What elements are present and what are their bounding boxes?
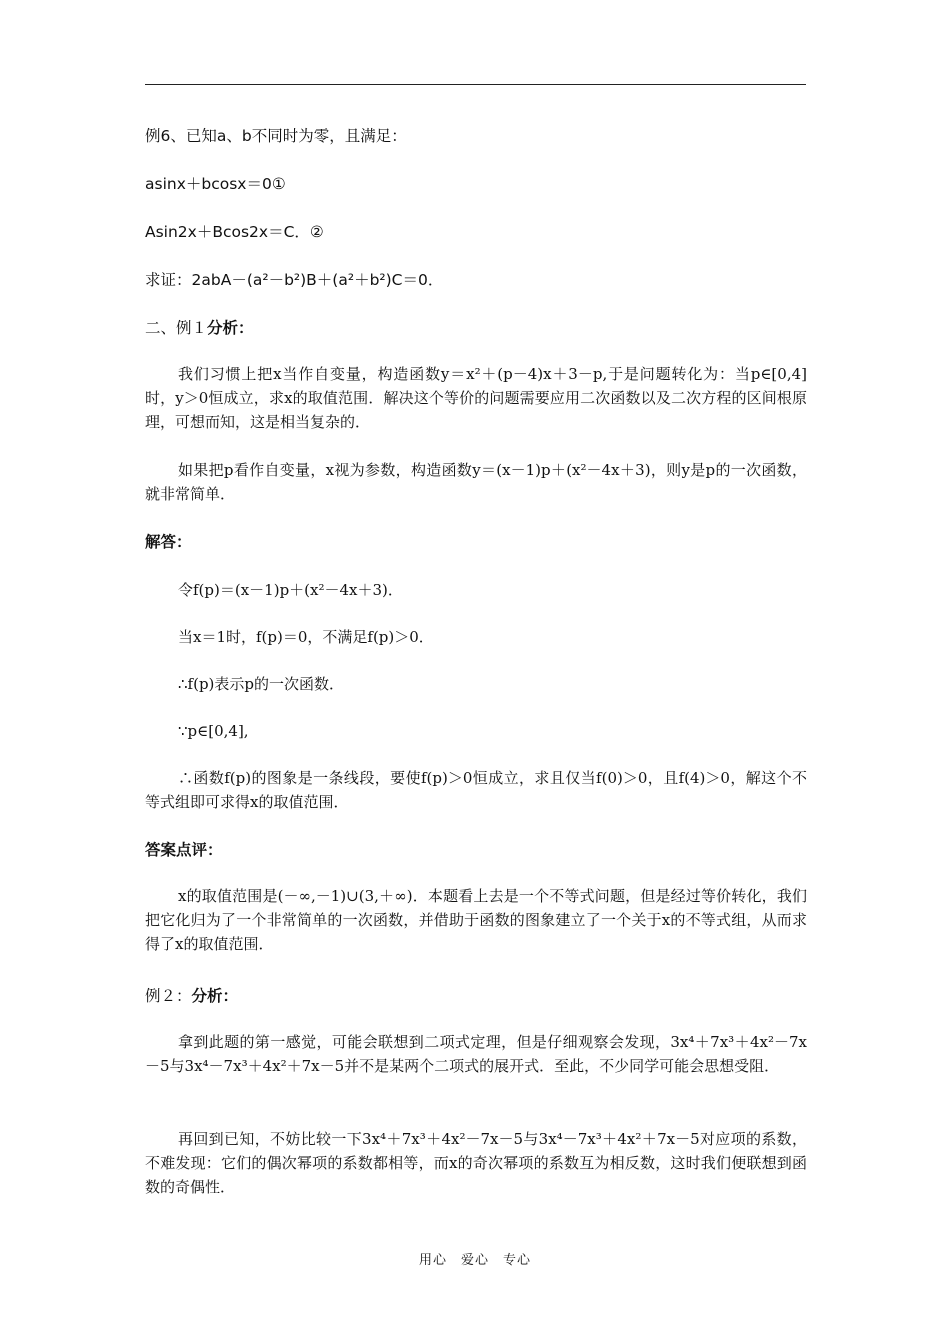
section2-paragraph-2: 如果把p看作自变量，x视为参数，构造函数y＝(x－1)p＋(x²－4x＋3)，则y是p的一次函数，就非常简单． [145,461,807,503]
equation-1: asinx＋bcosx＝0① [145,175,286,193]
page-footer: 用心 爱心 专心 [418,1253,531,1268]
header-rule [145,84,806,85]
example2-heading-bold: 分析： [191,986,239,1005]
section2-heading-plain: 二、例１ [145,319,208,337]
example6-intro: 例6、已知a、b不同时为零，且满足： [145,127,407,145]
solution-heading: 解答： [145,533,192,551]
section2-heading-bold: 分析： [207,318,254,337]
comment-paragraph: x的取值范围是(－∞,－1)∪(3,＋∞)．本题看上去是一个不等式问题，但是经过等价转化，我们把它化归为了一个非常简单的一次函数，并借助于函数的图象建立了一个关于x的不等式组，从而求得了x的取值范围． [145,887,807,953]
example2-paragraph-1: 拿到此题的第一感觉，可能会联想到二项式定理，但是仔细观察会发现，3x⁴＋7x³＋4x²－7x－5与3x⁴－7x³＋4x²＋7x－5并不是某两个二项式的展开式．至此，不少同学可能会思想受阻． [145,1033,807,1075]
prove-prefix: 求证： [145,271,192,289]
solution-step-2: 当x＝1时，f(p)＝0，不满足f(p)＞0． [178,628,434,646]
comment-heading: 答案点评： [145,841,223,859]
solution-step-4: ∵p∈[0,4], [178,722,249,740]
section2-paragraph-1: 我们习惯上把x当作自变量，构造函数y＝x²＋(p－4)x＋3－p,于是问题转化为：当p∈[0,4]时，y＞0恒成立，求x的取值范围．解决这个等价的问题需要应用二次函数以及二次方程的区间根原理，可想而知，这是相当复杂的． [145,365,807,431]
example2-heading-plain: 例２： [145,987,192,1005]
prove-body: 2abA－(a²－b²)B＋(a²＋b²)C＝0． [191,271,444,289]
example2-heading [145,986,238,1006]
solution-step-1: 令f(p)＝(x－1)p＋(x²－4x＋3)． [178,581,403,599]
example2-paragraph-2: 再回到已知，不妨比较一下3x⁴＋7x³＋4x²－7x－5与3x⁴－7x³＋4x²＋7x－5对应项的系数，不难发现：它们的偶次幂项的系数都相等，而x的奇次幂项的系数互为相反数，这时我们便联想到函数的奇偶性． [145,1130,807,1196]
equation-2: Asin2x＋Bcos2x＝C．② [145,223,324,241]
solution-step-5: ∴函数f(p)的图象是一条线段，要使f(p)＞0恒成立，求且仅当f(0)＞0，且f(4)＞0，解这个不等式组即可求得x的取值范围． [145,769,807,811]
solution-step-3: ∴f(p)表示p的一次函数． [178,675,345,693]
section2-heading [145,318,254,338]
prove-statement [145,270,443,290]
